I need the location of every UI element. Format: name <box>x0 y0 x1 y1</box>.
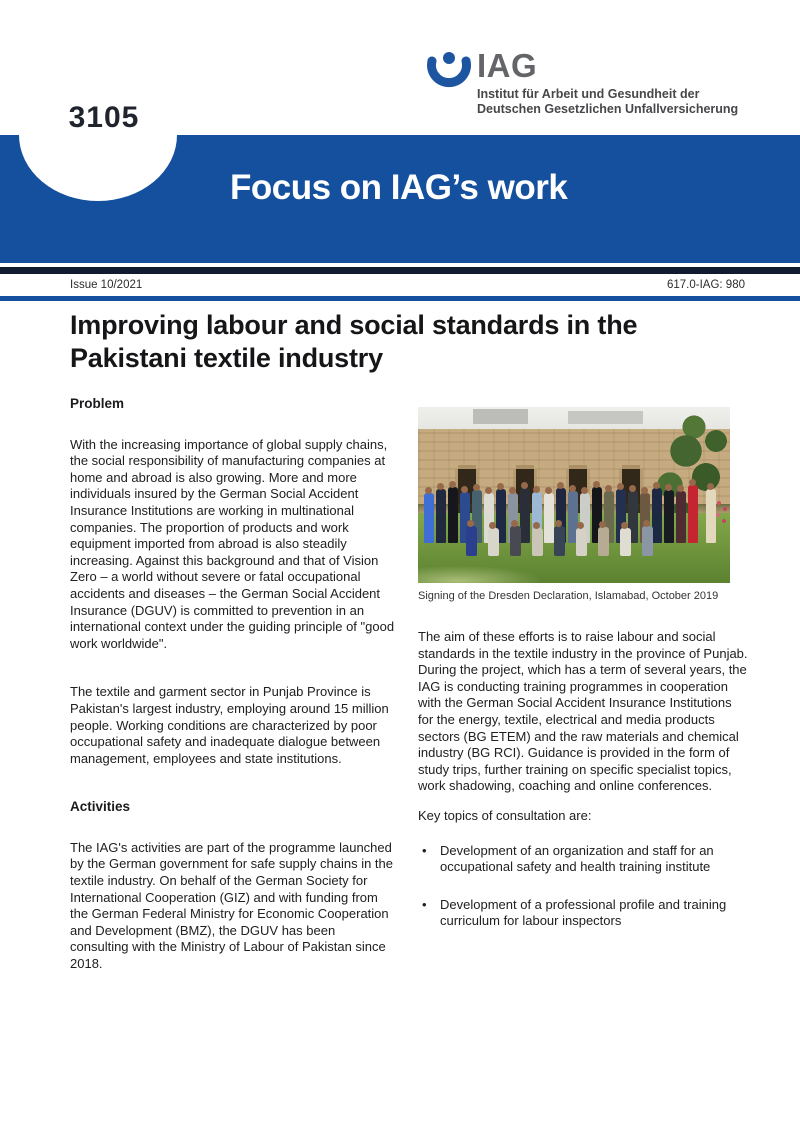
photo-person-kneeling <box>510 526 521 556</box>
banner-title: Focus on IAG’s work <box>230 168 568 207</box>
photo-person-kneeling <box>576 528 587 556</box>
photo-person-standing <box>652 488 662 543</box>
issue-row <box>70 279 745 293</box>
dark-separator-bar <box>0 267 800 274</box>
paragraph-problem-1: With the increasing importance of global supply chains, the social responsibility of manufacturing companies at home and abroad is also growing. More and more individuals insured by the German Social Accident Insurance Institutions are working in multinational companies. The proportion of products and work equipment imported from abroad is also steadily increasing. Against this background and that of Vision Zero – a world without severe or fatal occupational accidents and diseases – the German Social Accident Insurance (DGUV) is committed to prevention in an international context under the guiding principle of "good work worldwide". <box>70 436 395 651</box>
photo-person-kneeling <box>620 528 631 556</box>
photo-person-kneeling <box>598 527 609 556</box>
section-heading-activities: Activities <box>70 799 131 815</box>
photo-person-standing <box>424 493 434 543</box>
photo-person-standing <box>706 489 716 543</box>
photo-person-standing <box>520 488 530 543</box>
article-title: Improving labour and social standards in the Pakistani textile industry <box>70 310 638 373</box>
photo-person-standing <box>688 485 698 543</box>
photo-person-kneeling <box>554 526 565 556</box>
left-column <box>70 396 396 1005</box>
bullet-item <box>418 897 748 930</box>
issue-label: Issue 10/2021 <box>70 279 143 291</box>
bullet-marker: • <box>422 842 427 858</box>
bullet-text: Development of a professional profile and training curriculum for labour inspectors <box>440 896 727 929</box>
group-photo <box>418 407 730 583</box>
photo-person-kneeling <box>466 526 477 556</box>
photo-person-standing <box>544 493 554 543</box>
doc-number: 3105 <box>68 101 140 134</box>
key-topics-list <box>418 843 748 930</box>
right-column <box>418 407 748 951</box>
paragraph-problem-2: The textile and garment sector in Punjab Province is Pakistan's largest industry, employing around 15 million people. Working conditions are characterized by poor occupational safety and inadequate dialogue between management, employees and state institutions. <box>70 684 389 766</box>
dguv-shelter-icon <box>427 48 471 92</box>
iag-logo <box>427 48 738 116</box>
photo-caption: Signing of the Dresden Declaration, Islamabad, October 2019 <box>418 590 719 602</box>
logo-subtitle <box>477 87 738 116</box>
photo-person-standing <box>436 489 446 543</box>
bullet-item <box>418 843 748 876</box>
photo-person-standing <box>664 490 674 543</box>
title-banner <box>0 135 800 263</box>
photo-person-standing <box>676 491 686 543</box>
paragraph-activities-1: The IAG's activities are part of the programme launched by the German government for safe supply chains in the textile industry. On behalf of the German Society for International Cooperation (GIZ) and with funding from the German Federal Ministry for Economic Cooperation and Development (BMZ), the DGUV has been consulting with the Ministry of Labour of Pakistan since 2018. <box>70 839 394 972</box>
bullet-text: Development of an organization and staff for an occupational safety and health training institute <box>440 842 714 875</box>
section-heading-problem: Problem <box>70 396 125 411</box>
photo-person-kneeling <box>488 528 499 556</box>
photo-person-kneeling <box>642 526 653 556</box>
blue-rule <box>0 296 800 301</box>
key-topics-intro: Key topics of consultation are: <box>418 807 592 823</box>
photo-people <box>418 407 730 583</box>
paragraph-aim: The aim of these efforts is to raise labour and social standards in the textile industry in the province of Punjab. During the project, which has a term of several years, the IAG is conducting training programmes in cooperation with the German Social Accident Insurance Institutions for the energy, textile, electrical and media products sectors (BG ETEM) and the raw materials and chemical industry (BG RCI). Guidance is provided in the form of study trips, further training on specific specialist topics, work shadowing, coaching and online conferences. <box>418 629 748 794</box>
logo-subtitle-line1: Institut für Arbeit und Gesundheit der <box>477 87 700 101</box>
logo-subtitle-line2: Deutschen Gesetzlichen Unfallversicherung <box>477 101 739 116</box>
reference-number: 617.0-IAG: 980 <box>667 279 745 291</box>
photo-person-standing <box>448 487 458 543</box>
photo-person-kneeling <box>532 528 543 556</box>
bullet-marker: • <box>422 896 427 912</box>
logo-brand-text: IAG <box>477 47 538 84</box>
banner-notch <box>19 69 177 201</box>
